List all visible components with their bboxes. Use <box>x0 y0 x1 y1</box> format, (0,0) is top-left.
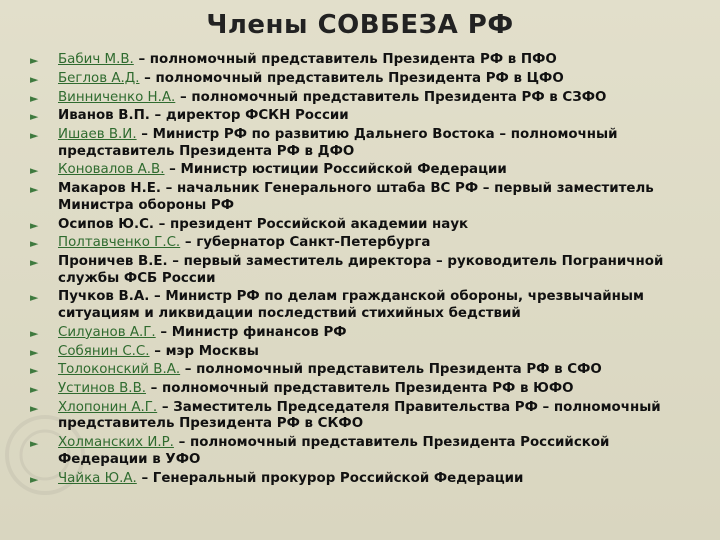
member-role: – начальник Генерального штаба ВС РФ – первый заместитель Министра обороны РФ <box>58 181 654 213</box>
member-role: – Министр финансов РФ <box>155 324 347 340</box>
member-name-link[interactable]: Чайка Ю.А. <box>58 470 137 486</box>
list-item <box>30 235 700 252</box>
member-name-link[interactable]: Ишаев В.И. <box>58 127 137 143</box>
list-item <box>30 289 700 322</box>
member-name: Проничев В.Е. <box>58 254 168 270</box>
bullet-arrow-icon: ► <box>30 256 39 270</box>
bullet-arrow-icon: ► <box>30 72 39 86</box>
list-item <box>30 52 700 69</box>
bullet-arrow-icon: ► <box>30 237 39 251</box>
member-role: – Генеральный прокурор Российской Федерации <box>136 470 524 486</box>
member-name-link[interactable]: Бабич М.В. <box>58 52 134 67</box>
member-name-link[interactable]: Собянин С.С. <box>58 343 150 359</box>
members-list <box>30 52 700 489</box>
member-role: – Заместитель Председателя Правительства РФ – полномочный представитель Президента РФ в СКФО <box>58 399 661 432</box>
member-role: – Министр РФ по делам гражданской обороны, чрезвычайным ситуациям и ликвидации последствий стихийных бедствий <box>58 289 644 321</box>
list-item <box>30 127 700 160</box>
bullet-arrow-icon: ► <box>30 91 39 105</box>
member-name: Пучков В.А. <box>58 289 150 305</box>
member-name-link[interactable]: Винниченко Н.А. <box>58 89 176 105</box>
member-name-link[interactable]: Коновалов А.В. <box>58 162 165 178</box>
member-role: – полномочный представитель Президента РФ в СФО <box>180 362 602 378</box>
bullet-arrow-icon: ► <box>30 291 39 305</box>
bullet-arrow-icon: ► <box>30 218 39 232</box>
list-item <box>30 181 700 214</box>
member-name: Иванов В.П. <box>58 108 150 124</box>
bullet-arrow-icon: ► <box>30 437 39 451</box>
member-name-link[interactable]: Силуанов А.Г. <box>58 324 156 340</box>
member-role: – президент Российской академии наук <box>154 216 469 232</box>
member-role: – полномочный представитель Президента Российской Федерации в УФО <box>58 435 610 467</box>
member-name-link[interactable]: Устинов В.В. <box>58 381 147 397</box>
bullet-arrow-icon: ► <box>30 401 39 415</box>
list-item <box>30 362 700 379</box>
member-name-link[interactable]: Хлопонин А.Г. <box>58 399 158 415</box>
member-role: – директор ФСКН России <box>149 108 349 124</box>
bullet-arrow-icon: ► <box>30 164 39 178</box>
member-role: – первый заместитель директора – руководитель Пограничной службы ФСБ России <box>58 254 664 286</box>
list-item <box>30 471 700 488</box>
member-role: – полномочный представитель Президента РФ в ПФО <box>133 52 557 67</box>
member-role: – мэр Москвы <box>149 343 259 359</box>
list-item <box>30 325 700 342</box>
member-role: – Министр РФ по развитию Дальнего Востока – полномочный представитель Президента РФ в ДФО <box>58 127 618 159</box>
list-item <box>30 400 700 433</box>
member-name: Макаров Н.Е. <box>58 181 161 197</box>
bullet-arrow-icon: ► <box>30 129 39 143</box>
bullet-arrow-icon: ► <box>30 345 39 359</box>
member-role: – полномочный представитель Президента РФ в СЗФО <box>175 89 607 105</box>
member-name-link[interactable]: Толоконский В.А. <box>58 362 181 378</box>
member-role: – Министр юстиции Российской Федерации <box>164 162 507 178</box>
list-item <box>30 71 700 88</box>
list-item <box>30 254 700 287</box>
bullet-arrow-icon: ► <box>30 472 39 486</box>
member-name-link[interactable]: Холманских И.Р. <box>58 435 174 451</box>
slide-title: Члены СОВБЕЗА РФ <box>206 10 514 40</box>
list-item <box>30 381 700 398</box>
list-item <box>30 90 700 107</box>
member-role: – полномочный представитель Президента РФ в ЦФО <box>139 70 564 86</box>
member-name-link[interactable]: Полтавченко Г.С. <box>58 235 181 251</box>
bullet-arrow-icon: ► <box>30 110 39 124</box>
member-role: – губернатор Санкт-Петербурга <box>180 235 431 251</box>
member-role: – полномочный представитель Президента РФ в ЮФО <box>146 381 574 397</box>
bullet-arrow-icon: ► <box>30 326 39 340</box>
list-item <box>30 162 700 179</box>
list-item <box>30 344 700 361</box>
list-item <box>30 435 700 468</box>
list-item <box>30 108 700 125</box>
member-name: Осипов Ю.С. <box>58 216 155 232</box>
list-item <box>30 217 700 234</box>
bullet-arrow-icon: ► <box>30 364 39 378</box>
bullet-arrow-icon: ► <box>30 54 39 67</box>
bullet-arrow-icon: ► <box>30 383 39 397</box>
member-name-link[interactable]: Беглов А.Д. <box>58 70 140 86</box>
bullet-arrow-icon: ► <box>30 183 39 197</box>
